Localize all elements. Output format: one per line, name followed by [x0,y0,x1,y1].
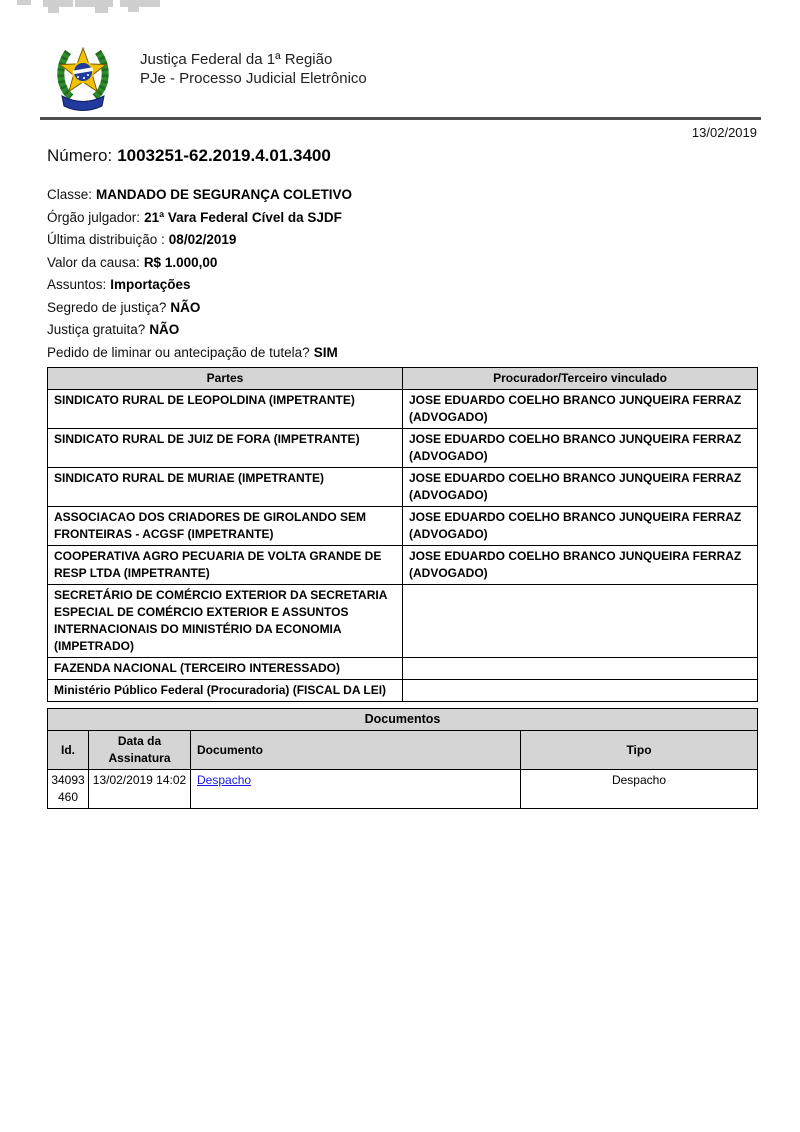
tables-area [47,367,758,809]
procurador-cell: JOSE EDUARDO COELHO BRANCO JUNQUEIRA FERRAZ (ADVOGADO) [403,390,758,429]
field-assuntos: Assuntos: Importações [47,277,191,292]
parte-cell: SECRETÁRIO DE COMÉRCIO EXTERIOR DA SECRETARIA ESPECIAL DE COMÉRCIO EXTERIOR E ASSUNTOS INTERNACIONAIS DO MINISTÉRIO DA ECONOMIA (IMPETRADO) [48,585,403,658]
field-pedido-liminar: Pedido de liminar ou antecipação de tutela? SIM [47,344,338,360]
process-fields [47,184,757,364]
procurador-header: Procurador/Terceiro vinculado [403,368,758,390]
parte-cell: FAZENDA NACIONAL (TERCEIRO INTERESSADO) [48,658,403,680]
print-date: 13/02/2019 [691,125,757,140]
documentos-table [47,708,758,809]
brazil-coat-of-arms-icon [56,44,110,112]
despacho-link[interactable]: Despacho [197,773,252,787]
tipo-header: Tipo [521,731,758,770]
print-artifact [0,0,200,16]
data-assinatura-header: Data da Assinatura [89,731,191,770]
field-orgao-julgador: Órgão julgador: 21ª Vara Federal Cível da SJDF [47,209,342,225]
field-classe: Classe: MANDADO DE SEGURANÇA COLETIVO [47,187,353,202]
field-valor-causa: Valor da causa: R$ 1.000,00 [47,254,218,270]
id-header: Id. [48,731,89,770]
documentos-header-row [48,731,758,770]
documento-tipo: Despacho [521,770,758,809]
table-row [48,468,758,507]
field-ultima-distribuicao: Última distribuição : 08/02/2019 [47,232,237,247]
documento-cell [191,770,521,809]
procurador-cell: JOSE EDUARDO COELHO BRANCO JUNQUEIRA FERRAZ (ADVOGADO) [403,546,758,585]
field-justica-gratuita: Justiça gratuita? NÃO [47,322,180,337]
procurador-cell [403,658,758,680]
page-header [56,44,367,112]
documento-row [48,770,758,809]
table-row [48,390,758,429]
documento-header: Documento [191,731,521,770]
documentos-title: Documentos [48,709,758,731]
partes-header: Partes [48,368,403,390]
parte-cell: SINDICATO RURAL DE JUIZ DE FORA (IMPETRANTE) [48,429,403,468]
procurador-cell [403,680,758,702]
documento-assinatura: 13/02/2019 14:02 [89,770,191,809]
table-row [48,546,758,585]
header-divider [40,117,761,120]
parte-cell: COOPERATIVA AGRO PECUARIA DE VOLTA GRANDE DE RESP LTDA (IMPETRANTE) [48,546,403,585]
parte-cell: SINDICATO RURAL DE LEOPOLDINA (IMPETRANTE) [48,390,403,429]
documento-id: 34093460 [48,770,89,809]
table-row [48,429,758,468]
table-row [48,507,758,546]
procurador-cell: JOSE EDUARDO COELHO BRANCO JUNQUEIRA FERRAZ (ADVOGADO) [403,507,758,546]
process-number-value: 1003251-62.2019.4.01.3400 [117,146,331,165]
org-title-line2: PJe - Processo Judicial Eletrônico [140,70,367,87]
table-row [48,585,758,658]
parte-cell: ASSOCIACAO DOS CRIADORES DE GIROLANDO SEM FRONTEIRAS - ACGSF (IMPETRANTE) [48,507,403,546]
procurador-cell: JOSE EDUARDO COELHO BRANCO JUNQUEIRA FERRAZ (ADVOGADO) [403,429,758,468]
org-title [140,50,367,88]
process-number-line [47,146,331,166]
partes-header-row [48,368,758,390]
org-title-line1: Justiça Federal da 1ª Região [140,51,333,68]
parte-cell: Ministério Público Federal (Procuradoria) (FISCAL DA LEI) [48,680,403,702]
table-row [48,658,758,680]
parte-cell: SINDICATO RURAL DE MURIAE (IMPETRANTE) [48,468,403,507]
partes-table [47,367,758,702]
field-segredo-justica: Segredo de justiça? NÃO [47,299,201,315]
procurador-cell: JOSE EDUARDO COELHO BRANCO JUNQUEIRA FERRAZ (ADVOGADO) [403,468,758,507]
table-row [48,680,758,702]
process-number-label: Número: [47,146,113,165]
documentos-title-row [48,709,758,731]
procurador-cell [403,585,758,658]
